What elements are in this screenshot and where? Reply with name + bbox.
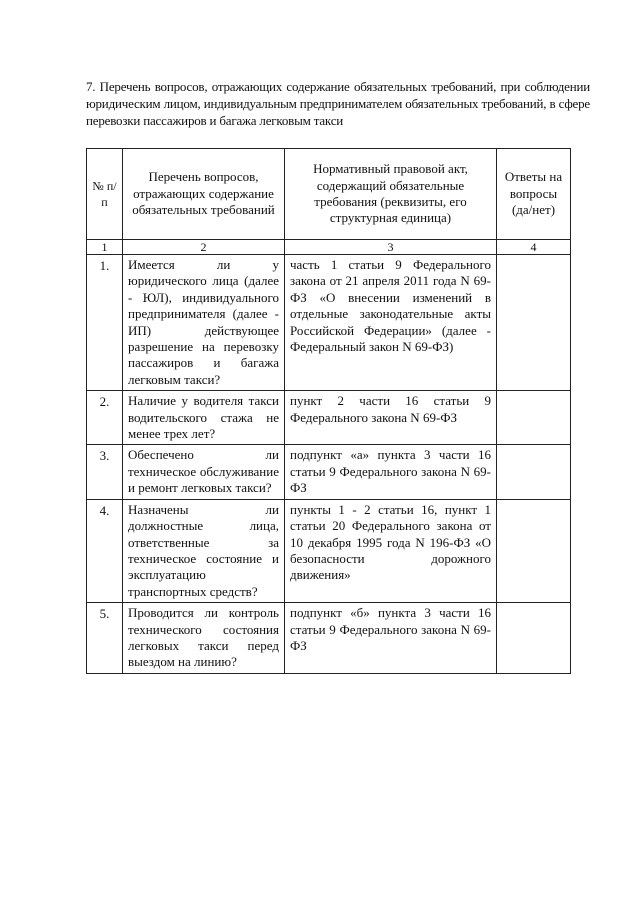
row-number: 5. bbox=[87, 603, 123, 674]
row-legal-act: пункты 1 - 2 статьи 16, пункт 1 статьи 20 Федерального закона от 10 декабря 1995 года N 196-ФЗ «О безопасности дорожного движения» bbox=[285, 499, 497, 602]
row-question: Наличие у водителя такси водительского стажа не менее трех лет? bbox=[123, 391, 285, 445]
header-number: № п/п bbox=[87, 149, 123, 240]
row-answer-cell[interactable] bbox=[497, 603, 571, 674]
row-legal-act: пункт 2 части 16 статьи 9 Федерального закона N 69-ФЗ bbox=[285, 391, 497, 445]
table-row bbox=[87, 445, 571, 499]
row-answer-cell[interactable] bbox=[497, 391, 571, 445]
column-number: 1 bbox=[87, 240, 123, 255]
row-question: Проводится ли контроль технического состояния легковых такси перед выездом на линию? bbox=[123, 603, 285, 674]
row-answer-cell[interactable] bbox=[497, 445, 571, 499]
row-number: 3. bbox=[87, 445, 123, 499]
column-number: 4 bbox=[497, 240, 571, 255]
row-legal-act: подпункт «а» пункта 3 части 16 статьи 9 Федерального закона N 69-ФЗ bbox=[285, 445, 497, 499]
column-number: 2 bbox=[123, 240, 285, 255]
row-answer-cell[interactable] bbox=[497, 255, 571, 391]
row-number: 4. bbox=[87, 499, 123, 602]
table-row bbox=[87, 499, 571, 602]
header-questions: Перечень вопросов, отражающих содержание обязательных требований bbox=[123, 149, 285, 240]
row-legal-act: подпункт «б» пункта 3 части 16 статьи 9 Федерального закона N 69-ФЗ bbox=[285, 603, 497, 674]
section-heading: 7. Перечень вопросов, отражающих содержание обязательных требований, при соблюдении юридическим лицом, индивидуальным предпринимателем обязательных требований, в сфере перевозки пассажиров и багажа легковым такси bbox=[86, 79, 590, 128]
row-legal-act: часть 1 статьи 9 Федерального закона от 21 апреля 2011 года N 69-ФЗ «О внесении изменений в отдельные законодательные акты Российской Федерации» (далее - Федеральный закон N 69-ФЗ) bbox=[285, 255, 497, 391]
table-row bbox=[87, 603, 571, 674]
row-question: Имеется ли у юридического лица (далее - ЮЛ), индивидуального предпринимателя (далее - ИП) действующее разрешение на перевозку пассажиров и багажа легковым такси? bbox=[123, 255, 285, 391]
table-row bbox=[87, 255, 571, 391]
table-header-row bbox=[87, 149, 571, 240]
requirements-table bbox=[86, 148, 571, 674]
row-number: 2. bbox=[87, 391, 123, 445]
row-number: 1. bbox=[87, 255, 123, 391]
column-number: 3 bbox=[285, 240, 497, 255]
table-row bbox=[87, 391, 571, 445]
row-question: Обеспечено ли техническое обслуживание и ремонт легковых такси? bbox=[123, 445, 285, 499]
column-number-row bbox=[87, 240, 571, 255]
header-legal-act: Нормативный правовой акт, содержащий обязательные требования (реквизиты, его структурная единица) bbox=[285, 149, 497, 240]
row-question: Назначены ли должностные лица, ответственные за техническое состояние и эксплуатацию транспортных средств? bbox=[123, 499, 285, 602]
header-answers: Ответы на вопросы (да/нет) bbox=[497, 149, 571, 240]
row-answer-cell[interactable] bbox=[497, 499, 571, 602]
